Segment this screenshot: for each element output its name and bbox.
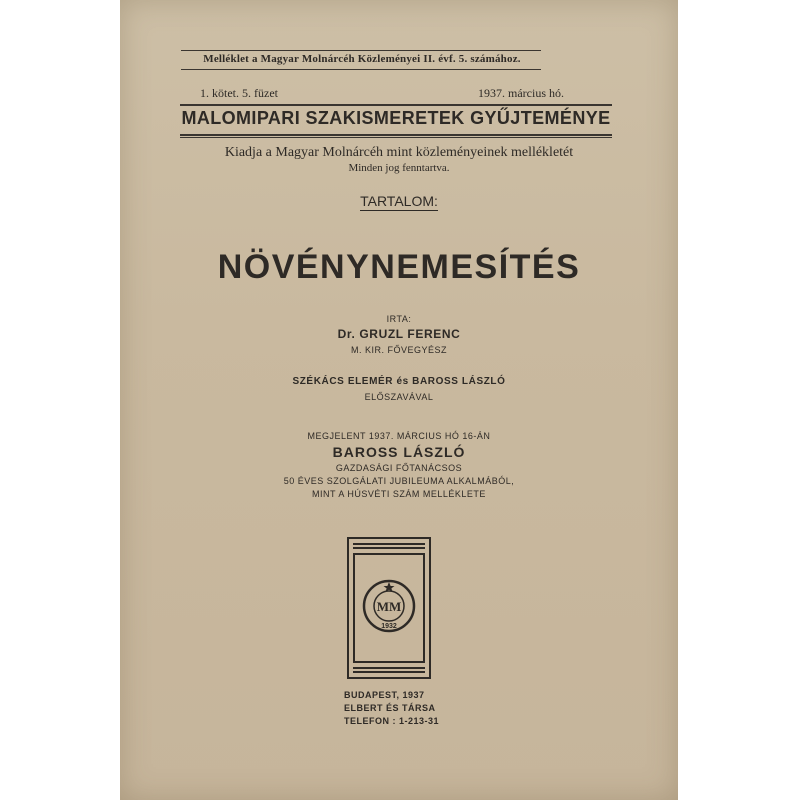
supplement-note-easter: MINT A HÚSVÉTI SZÁM MELLÉKLETE [312,489,486,499]
publication-date: MEGJELENT 1937. MÁRCIUS HÓ 16-ÁN [307,431,491,441]
volume-number: 1. kötet. 5. füzet [200,86,278,100]
honoree-title: GAZDASÁGI FŐTANÁCSOS [335,463,463,473]
imprint-printer: ELBERT ÉS TÁRSA [344,703,436,713]
supplement-note: Melléklet a Magyar Molnárcéh Közleményei II. évf. 5. számához. [203,53,521,65]
jubilee-note: 50 ÉVES SZOLGÁLATI JUBILEUMA ALKALMÁBÓL, [283,476,515,486]
book-title: NÖVÉNYNEMESÍTÉS [217,248,581,286]
svg-text:1932: 1932 [381,623,397,630]
preface-note: ELŐSZAVÁVAL [364,392,434,402]
supplement-top-rule [181,50,541,51]
molnarceh-seal-icon [361,578,417,634]
supplement-bottom-rule [181,69,541,70]
series-top-rule [180,104,612,106]
rights-notice: Minden jog fenntartva. [348,162,450,174]
issue-date: 1937. március hó. [478,86,564,100]
imprint-city: BUDAPEST, 1937 [344,690,425,700]
series-title: MALOMIPARI SZAKISMERETEK GYŰJTEMÉNYE [181,108,611,128]
svg-text:MM: MM [376,599,402,614]
publisher-line: Kiadja a Magyar Molnárcéh mint közleményeinek mellékletét [224,145,574,160]
imprint-phone: TELEFON : 1-213-31 [344,716,440,726]
author-name: Dr. GRUZL FERENC [337,327,461,341]
publisher-emblem [347,537,431,679]
honoree-name: BAROSS LÁSZLÓ [332,444,466,460]
author-title: M. KIR. FŐVEGYÉSZ [350,345,447,355]
contents-label: TARTALOM: [360,193,438,209]
series-bottom-rule-thin [180,137,612,138]
booklet-cover [120,0,678,800]
author-label: IRTA: [386,314,412,324]
series-bottom-rule [180,134,612,136]
preface-names: SZÉKÁCS ELEMÉR és BAROSS LÁSZLÓ [292,376,506,387]
